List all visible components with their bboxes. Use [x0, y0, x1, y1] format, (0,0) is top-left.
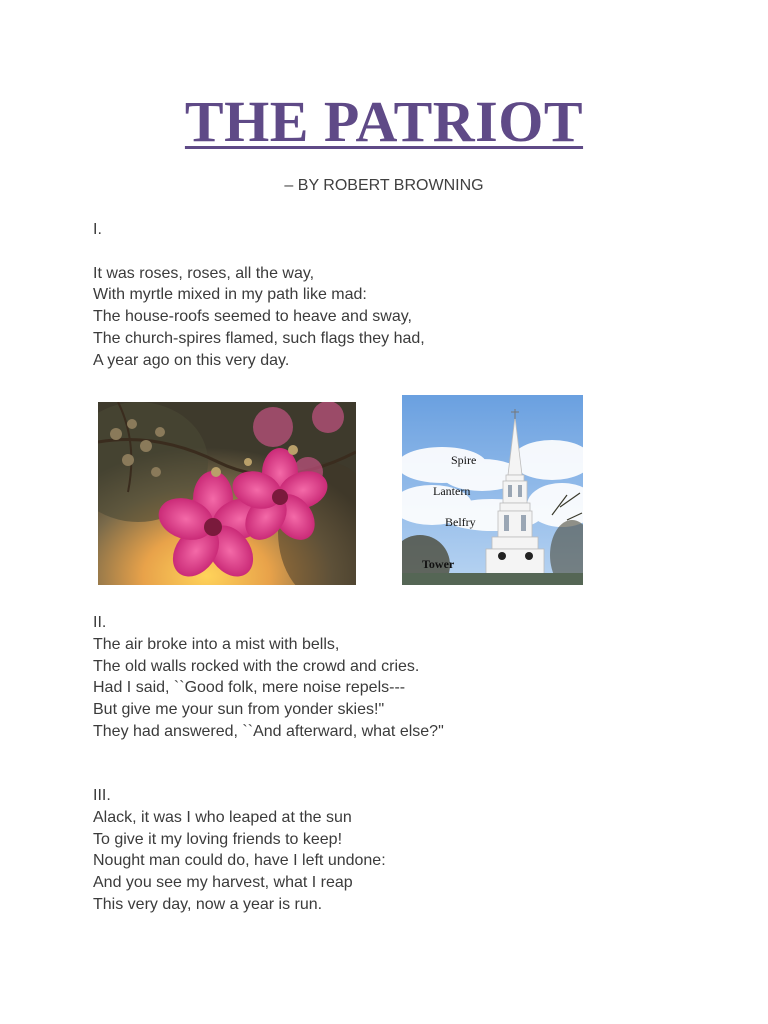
poem-line: Nought man could do, have I left undone:	[93, 852, 386, 870]
poem-line: To give it my loving friends to keep!	[93, 830, 343, 848]
poem-line: Alack, it was I who leaped at the sun	[93, 808, 352, 826]
stanza-2	[93, 612, 444, 743]
poem-line: A year ago on this very day.	[93, 351, 290, 369]
poem-line: The house-roofs seemed to heave and sway,	[93, 308, 412, 326]
label-lantern: Lantern	[433, 484, 471, 498]
stanza-3	[93, 785, 386, 916]
stanza-numeral: III.	[93, 787, 111, 804]
label-belfry: Belfry	[445, 515, 476, 529]
label-spire: Spire	[451, 453, 477, 467]
label-tower: Tower	[422, 557, 455, 571]
poem-line: The church-spires flamed, such flags they had,	[93, 329, 425, 347]
church-spire-photo	[402, 395, 583, 585]
poem-line: But give me your sun from yonder skies!"	[93, 701, 385, 719]
poem-line: Had I said, ``Good folk, mere noise repels---	[93, 679, 406, 697]
stanza-numeral: I.	[93, 221, 102, 238]
poem-line: It was roses, roses, all the way,	[93, 264, 315, 282]
poem-line: The air broke into a mist with bells,	[93, 635, 340, 653]
poem-line: They had answered, ``And afterward, what else?"	[93, 722, 444, 740]
byline: – BY ROBERT BROWNING	[284, 177, 484, 194]
poem-line: With myrtle mixed in my path like mad:	[93, 286, 367, 304]
poem-line: The old walls rocked with the crowd and cries.	[93, 657, 420, 675]
stanza-numeral: II.	[93, 614, 107, 631]
flower-photo	[98, 402, 356, 585]
poem-title: THE PATRIOT	[184, 89, 584, 154]
poem-line: And you see my harvest, what I reap	[93, 874, 353, 892]
stanza-1	[93, 219, 425, 372]
poem-line: This very day, now a year is run.	[93, 895, 323, 913]
